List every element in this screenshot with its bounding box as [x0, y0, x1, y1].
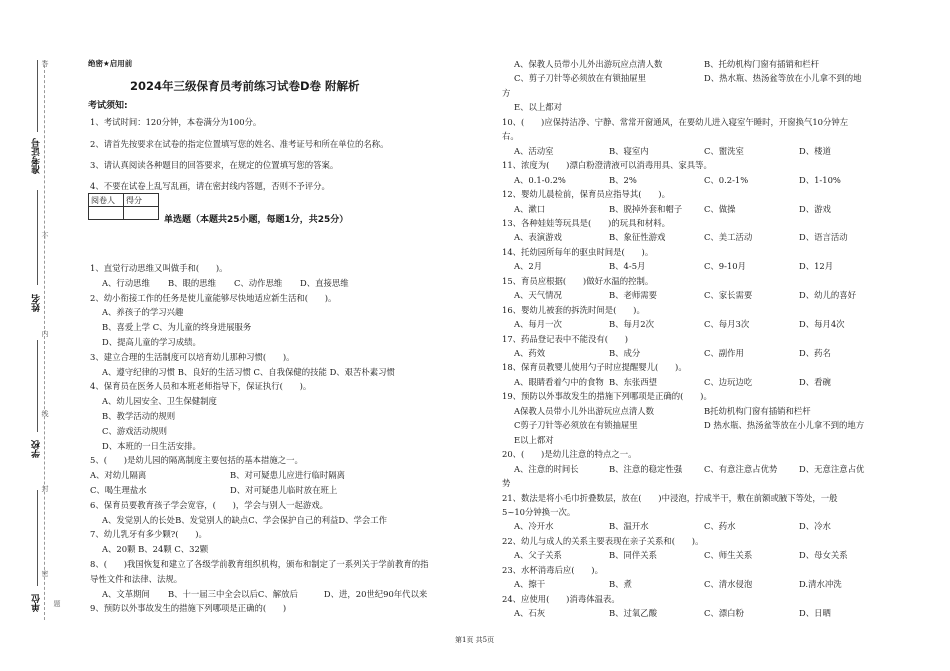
page-title: 2024年三级保育员考前练习试卷D卷 附解析	[130, 79, 360, 93]
score-label: 得分	[124, 194, 159, 207]
question-line: E、以上都对	[514, 102, 562, 113]
option-row	[102, 277, 366, 289]
option-row	[514, 347, 894, 359]
notice-item: 3、请认真阅读各种题目的回答要求，在规定的位置填写您的答案。	[90, 160, 339, 170]
side-fill-line	[37, 340, 38, 432]
answer-option[interactable]: B托幼机构门窗有插销和栏杆	[704, 405, 811, 416]
option-row	[514, 318, 894, 330]
notice-item: 4、不要在试卷上乱写乱画，请在密封线内答题，否则不予评分。	[90, 181, 330, 191]
answer-option[interactable]: A、对幼儿隔离	[90, 470, 147, 481]
seal-mark: 内	[41, 330, 49, 337]
question-line: 8、( )我国恢复和建立了各级学前教育组织机构，颁布和制定了一系列关于学前教育的指	[90, 559, 429, 569]
score-cell[interactable]	[124, 207, 159, 220]
question-line: 15、育员应根据( )做好水温的控制。	[502, 275, 654, 286]
question-line: A、遵守纪律的习惯 B、良好的生活习惯 C、自我保健的技能 D、艰苦朴素习惯	[102, 366, 395, 377]
option-row	[102, 543, 208, 555]
answer-option[interactable]: C、学会保护自己的利益	[248, 514, 339, 525]
answer-option[interactable]: A、药效	[514, 348, 546, 358]
question-line: A、养孩子的学习兴趣	[102, 307, 184, 318]
question-line: 14、托幼园所每年的驱虫时间是( )。	[502, 246, 654, 257]
side-fill-line	[37, 490, 38, 586]
answer-option[interactable]: C、漂白粉	[704, 608, 744, 619]
answer-option[interactable]: B、东张西望	[609, 376, 658, 387]
question-line: 7、幼儿乳牙有多少颗?( )。	[90, 529, 207, 540]
secret-mark: 绝密★启用前	[88, 59, 133, 68]
option-row	[514, 549, 894, 561]
option-row	[514, 607, 894, 619]
option-row	[514, 289, 894, 301]
question-line: 20、( )是幼儿注意的特点之一。	[502, 449, 637, 460]
notice-item: 2、请首先按要求在试卷的指定位置填写您的姓名、准考证号和所在单位的名称。	[90, 139, 389, 149]
answer-option[interactable]: D、学会工作	[338, 514, 387, 525]
answer-option[interactable]: A、行动思维	[102, 277, 150, 288]
question-line: 24、应使用( )消毒体温表。	[502, 593, 620, 604]
answer-option[interactable]: B、老师需要	[609, 290, 658, 301]
answer-option[interactable]: B、象征性游戏	[609, 232, 666, 243]
question-line: 6、保育员要教育孩子学会宽容，( )，学会与别人一起游戏。	[90, 499, 328, 510]
question-line: C、游戏活动规则	[102, 425, 168, 436]
answer-option[interactable]: B、温开水	[609, 521, 649, 532]
answer-option[interactable]: D、语言活动	[799, 232, 848, 243]
question-line: 10、( )应保持洁净、宁静、常常开窗通风，在要幼儿进入寝室午睡时，开窗换气10分钟左	[502, 116, 849, 127]
answer-option[interactable]: C、清水侵泡	[704, 579, 753, 590]
answer-option[interactable]: D 热水瓶、热汤盆等放在小儿拿不到的地方	[704, 420, 865, 431]
question-line: 势	[502, 478, 511, 489]
option-row	[514, 174, 894, 186]
grader-label: 阅卷人	[89, 194, 124, 207]
answer-option[interactable]: B、托幼机构门窗有插销和栏杆	[704, 59, 820, 69]
answer-option[interactable]: A保教人员带小儿外出游玩应点清人数	[514, 405, 655, 416]
option-row	[102, 514, 404, 526]
answer-option[interactable]: A、文革期间	[102, 588, 150, 599]
answer-option[interactable]: D、直接思维	[300, 277, 349, 288]
question-line: 16、婴幼儿被套的拆洗时间是( )。	[502, 304, 645, 315]
answer-option[interactable]: D、1-10%	[799, 174, 841, 185]
answer-option[interactable]: C、做操	[704, 203, 736, 214]
option-row	[514, 578, 894, 590]
score-table	[88, 193, 159, 220]
seal-mark: 线	[41, 410, 49, 417]
answer-option[interactable]: C、剪子刀针等必须放在有锁抽屉里	[514, 73, 647, 84]
question-line: 23、水杯消毒后应( )。	[502, 564, 603, 575]
question-line: 导性文件和法律、法规。	[90, 573, 183, 584]
answer-option[interactable]: B、4-5月	[609, 261, 646, 272]
answer-option[interactable]: B、2%	[609, 174, 637, 185]
question-line: E以上都对	[514, 434, 554, 445]
option-row	[514, 419, 894, 431]
question-line: 9、预防以外事故发生的措施下列哪项是正确的( )	[90, 603, 287, 614]
answer-option[interactable]: D.清水冲洗	[799, 579, 842, 590]
answer-option[interactable]: A、天气情况	[514, 290, 562, 301]
answer-option[interactable]: C、副作用	[704, 348, 744, 358]
question-line: B、教学活动的规则	[102, 411, 176, 421]
question-line: 19、预防以外事故发生的措施下列哪项是正确的( )。	[502, 391, 712, 402]
answer-option[interactable]: D、看碗	[799, 376, 831, 387]
answer-option[interactable]: A、20颗 B、24颗 C、32颗	[102, 544, 209, 555]
answer-option[interactable]: C、美工活动	[704, 232, 753, 243]
question-line: B、喜爱上学 C、为儿童的终身进展服务	[102, 322, 252, 333]
answer-option[interactable]: A、注意的时间长	[514, 463, 579, 474]
question-line: D、提高儿童的学习成绩。	[102, 337, 201, 347]
answer-option[interactable]: B、煮	[609, 579, 632, 590]
answer-option[interactable]: A、父子关系	[514, 550, 562, 561]
answer-option[interactable]: A、发觉别人的长处	[102, 514, 176, 525]
answer-option[interactable]: B、眼的思维	[168, 277, 217, 288]
seal-mark: 封	[41, 485, 49, 492]
question-line: 12、婴幼儿晨检前，保育员应指导其( )。	[502, 189, 670, 200]
answer-option[interactable]: C、喝生理盐水	[90, 485, 147, 495]
question-line: 21、数法是将小毛巾折叠数层，放在( )中浸泡，拧成半干，敷在前额或腋下等处，一般	[502, 492, 838, 503]
answer-option[interactable]: D、楼道	[799, 145, 831, 156]
option-row	[514, 72, 894, 84]
answer-option[interactable]: B、寝室内	[609, 145, 649, 156]
grader-cell[interactable]	[89, 207, 124, 220]
answer-option[interactable]: A、2月	[514, 261, 543, 272]
answer-option[interactable]: A、表演游戏	[514, 232, 562, 243]
answer-option[interactable]: D、幼儿的喜好	[799, 290, 856, 301]
answer-option[interactable]: B、每月2次	[609, 319, 654, 330]
option-row	[514, 145, 894, 157]
question-line: 22、幼儿与成人的关系主要表现在亲子关系和( )。	[502, 535, 704, 546]
answer-option[interactable]: C、解放后	[257, 588, 298, 599]
answer-option[interactable]: B、脱掉外套和帽子	[609, 203, 683, 214]
side-label-zkz: 准考证号	[32, 138, 42, 174]
answer-option[interactable]: A、0.1-0.2%	[514, 174, 566, 185]
answer-option[interactable]: D、进，20世纪90年代以来	[323, 588, 428, 599]
answer-option[interactable]: D、母女关系	[799, 550, 848, 561]
answer-option[interactable]: A、每月一次	[514, 319, 562, 330]
notice-heading: 考试须知:	[88, 101, 128, 111]
answer-option[interactable]: A、冷开水	[514, 521, 554, 532]
answer-option[interactable]: C、9-10月	[704, 261, 746, 272]
option-row	[514, 520, 894, 532]
answer-option[interactable]: D、每月4次	[799, 319, 845, 330]
question-line: 18、保育员教婴儿使用勺子时应提醒婴儿( )。	[502, 362, 687, 373]
question-line: 5~10分钟换一次。	[502, 506, 576, 517]
answer-option[interactable]: D、游戏	[799, 203, 831, 214]
side-fill-line	[37, 190, 38, 285]
option-row	[514, 203, 894, 215]
answer-option[interactable]: C、0.2-1%	[704, 174, 749, 185]
seal-mark: 题	[53, 600, 61, 607]
answer-option[interactable]: B、成分	[609, 348, 641, 358]
answer-option[interactable]: C、有意注意占优势	[704, 463, 778, 474]
question-line: 右。	[502, 131, 519, 142]
question-line: A、幼儿园安全、卫生保健制度	[102, 396, 217, 407]
option-row	[514, 376, 894, 388]
answer-option[interactable]: C、动作思维	[234, 277, 283, 288]
option-row	[514, 405, 894, 417]
answer-option[interactable]: D、对可疑患儿临时放在班上	[230, 485, 338, 495]
answer-option[interactable]: A、擦干	[514, 579, 546, 590]
answer-option[interactable]: D、日晒	[799, 608, 831, 619]
question-line: 11、浓度为( )漂白粉澄清液可以消毒用具、家具等。	[502, 160, 712, 171]
seal-mark: 答	[41, 60, 49, 67]
answer-option[interactable]: D、冷水	[799, 521, 831, 532]
option-row	[90, 484, 370, 496]
page-number: 第1页 共5页	[455, 636, 495, 644]
answer-option[interactable]: C、每月3次	[704, 319, 750, 330]
side-fill-line	[37, 60, 38, 132]
question-line: D、本班的一日生活安排。	[102, 440, 201, 451]
answer-option[interactable]: B、注意的稳定性强	[609, 463, 683, 474]
answer-option[interactable]: D、无意注意占优	[799, 463, 865, 474]
answer-option[interactable]: D、热水瓶、热汤盆等放在小儿拿不到的地	[704, 73, 862, 84]
answer-option[interactable]: A、活动室	[514, 145, 554, 156]
option-row	[514, 260, 894, 272]
answer-option[interactable]: B、过氧乙酸	[609, 608, 658, 619]
question-line: 5、( )是幼儿园的隔离制度主要包括的基本措施之一。	[90, 455, 303, 466]
section-title: 单选题（本题共25小题，每题1分，共25分）	[164, 215, 349, 225]
question-line: 3、建立合理的生活制度可以培育幼儿那种习惯( )。	[90, 351, 295, 362]
answer-option[interactable]: C、师生关系	[704, 550, 753, 561]
option-row	[514, 231, 894, 243]
question-line: 2、幼小衔接工作的任务是使儿童能够尽快地适应新生活和( )。	[90, 292, 337, 303]
option-row	[514, 463, 894, 475]
answer-option[interactable]: D、12月	[799, 261, 834, 272]
answer-option[interactable]: B、十一届三中全会以后	[168, 588, 258, 599]
side-label-name: 姓名	[32, 294, 42, 312]
option-row	[102, 588, 427, 600]
notice-item: 1、考试时间：120分钟，本卷满分为100分。	[90, 117, 262, 127]
answer-option[interactable]: C剪子刀针等必须放在有锁抽屉里	[514, 420, 638, 431]
answer-option[interactable]: B、发觉别人的缺点	[175, 514, 249, 525]
answer-option[interactable]: B、同伴关系	[609, 550, 658, 561]
question-line: 方	[502, 87, 511, 98]
answer-option[interactable]: B、对可疑患儿应进行临时隔离	[230, 470, 346, 481]
question-line: 1、直觉行动思维又叫做手和( )。	[90, 263, 228, 273]
seal-mark: 密	[41, 570, 49, 577]
answer-option[interactable]: A、眼睛看着勺中的食物	[514, 376, 604, 387]
question-line: 13、各种娃娃等玩具是( )的玩具和材料。	[502, 217, 670, 228]
binding-line	[44, 60, 45, 620]
question-line: 4、保育员在医务人员和本班老师指导下，保证执行( )。	[90, 381, 312, 392]
answer-option[interactable]: C、边玩边吃	[704, 376, 753, 387]
answer-option[interactable]: C、家长需要	[704, 290, 753, 301]
answer-option[interactable]: A、保教人员带小儿外出游玩应点清人数	[514, 59, 663, 69]
answer-option[interactable]: A、漱口	[514, 203, 546, 214]
question-line: 17、药品登记表中不能没有( )	[502, 333, 629, 344]
answer-option[interactable]: A、石灰	[514, 608, 546, 619]
answer-option[interactable]: C、药水	[704, 521, 736, 532]
answer-option[interactable]: D、药名	[799, 348, 831, 358]
option-row	[90, 469, 370, 481]
side-label-school: 学校	[32, 440, 42, 458]
seal-mark: 不	[41, 232, 49, 239]
side-label-unit: 单位	[32, 594, 42, 612]
option-row	[514, 58, 894, 70]
answer-option[interactable]: C、盥洗室	[704, 145, 744, 156]
